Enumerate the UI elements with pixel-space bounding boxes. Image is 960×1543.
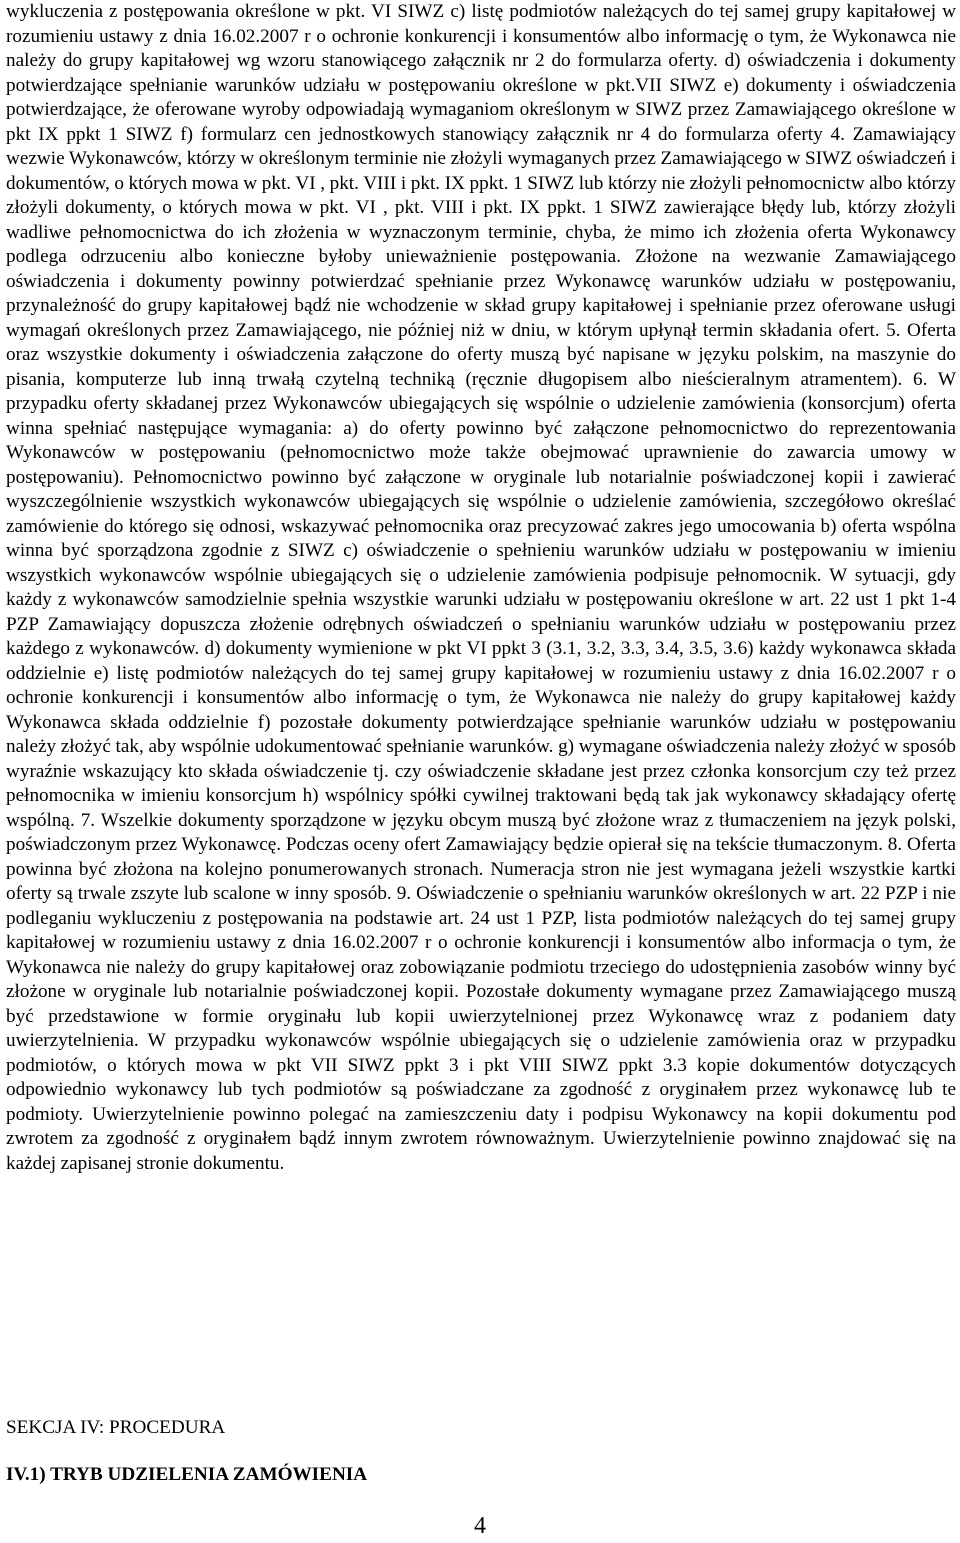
section-heading: SEKCJA IV: PROCEDURA: [6, 1417, 226, 1438]
body-paragraph: wykluczenia z postępowania określone w pkt. VI SIWZ c) listę podmiotów należących do tej samej grupy kapitałowej w rozumieniu ustawy z dnia 16.02.2007 r o ochronie konkurencji i konsumentów albo informację o tym, że Wykonawca nie należy do grupy kapitałowej wg wzoru stanowiącego załącznik nr 2 do formularza oferty. d) oświadczenia i dokumenty potwierdzające spełnianie warunków udziału w postępowaniu określone w pkt.VII SIWZ e) dokumenty i oświadczenia potwierdzające, że oferowane wyroby odpowiadają wymaganiom określonym w SIWZ przez Zamawiającego określone w pkt IX ppkt 1 SIWZ f) formularz cen jednostkowych stanowiący załącznik nr 4 do formularza oferty 4. Zamawiający wezwie Wykonawców, którzy w określonym terminie nie złożyli wymaganych przez Zamawiającego w SIWZ oświadczeń i dokumentów, o których mowa w pkt. VI , pkt. VIII i pkt. IX ppkt. 1 SIWZ lub którzy nie złożyli pełnomocnictw albo którzy złożyli dokumenty, o których mowa w pkt. VI , pkt. VIII i pkt. IX ppkt. 1 SIWZ zawierające błędy lub, którzy złożyli wadliwe pełnomocnictwa do ich złożenia w wyznaczonym terminie, chyba, że mimo ich złożenia oferta Wykonawcy podlega odrzuceniu albo konieczne byłoby unieważnienie postępowania. Złożone na wezwanie Zamawiającego oświadczenia i dokumenty powinny potwierdzać spełnianie przez Wykonawcę warunków udziału w postępowaniu, przynależność do grupy kapitałowej bądź nie wchodzenie w skład grupy kapitałowej i spełnianie przez oferowane usługi wymagań określonych przez Zamawiającego, nie później niż w dniu, w którym upłynął termin składania ofert. 5. Oferta oraz wszystkie dokumenty i oświadczenia załączone do oferty muszą być napisane w języku polskim, na maszynie do pisania, komputerze lub inną trwałą czytelną techniką (ręcznie długopisem albo nieścieralnym atramentem). 6. W przypadku oferty składanej przez Wykonawców ubiegających się wspólnie o udzielenie zamówienia (konsorcjum) oferta winna spełniać następujące wymagania: a) do oferty powinno być załączone pełnomocnictwo do reprezentowania Wykonawców w postępowaniu (pełnomocnictwo może także obejmować uprawnienie do zawarcia umowy w postępowaniu). Pełnomocnictwo powinno być załączone w oryginale lub notarialnie poświadczonej kopii i zawierać wyszczególnienie wszystkich wykonawców ubiegających się wspólnie o udzielenie zamówienia, szczegółowo określać zamówienie do którego się odnosi, wskazywać pełnomocnika oraz precyzować zakres jego umocowania b) oferta wspólna winna być sporządzona zgodnie z SIWZ c) oświadczenie o spełnieniu warunków udziału w postępowaniu w imieniu wszystkich wykonawców wspólnie ubiegających się o udzielenie zamówienia podpisuje pełnomocnik. W sytuacji, gdy każdy z wykonawców samodzielnie spełnia wszystkie warunki udziału w postępowaniu określone w art. 22 ust 1 pkt 1-4 PZP Zamawiający dopuszcza złożenie odrębnych oświadczeń o spełnianiu warunków udziału w postępowaniu przez każdego z wykonawców. d) dokumenty wymienione w pkt VI ppkt 3 (3.1, 3.2, 3.3, 3.4, 3.5, 3.6) każdy wykonawca składa oddzielnie e) listę podmiotów należących do tej samej grupy kapitałowej w rozumieniu ustawy z dnia 16.02.2007 r o ochronie konkurencji i konsumentów albo informację o tym, że Wykonawca nie należy do grupy kapitałowej każdy Wykonawca składa oddzielnie f) pozostałe dokumenty potwierdzające spełnianie warunków udziału w postępowaniu należy złożyć tak, aby wspólnie udokumentować spełnianie warunków. g) wymagane oświadczenia należy złożyć w sposób wyraźnie wskazujący kto składa oświadczenie tj. czy oświadczenie składane jest przez członka konsorcjum czy też przez pełnomocnika w imieniu konsorcjum h) wspólnicy spółki cywilnej traktowani będą tak jak wykonawcy składający ofertę wspólną. 7. Wszelkie dokumenty sporządzone w języku obcym muszą być złożone wraz z tłumaczeniem na język polski, poświadczonym przez Wykonawcę. Podczas oceny ofert Zamawiający będzie opierał się na tekście tłumaczonym. 8. Oferta powinna być złożona na kolejno ponumerowanych stronach. Numeracja stron nie jest wymagana jeżeli wszystkie kartki oferty są trwale zszyte lub scalone w inny sposób. 9. Oświadczenie o spełnianiu warunków określonych w art. 22 PZP i nie podleganiu wykluczeniu z postępowania na podstawie art. 24 ust 1 PZP, lista podmiotów należących do tej samej grupy kapitałowej w rozumieniu ustawy z dnia 16.02.2007 r o ochronie konkurencji i konsumentów albo informacja o tym, że Wykonawca nie należy do grupy kapitałowej oraz zobowiązanie podmiotu trzeciego do udostępnienia zasobów winny być złożone w oryginale lub notarialnie poświadczonej kopii. Pozostałe dokumenty wymagane przez Zamawiającego muszą być przedstawione w formie oryginału lub kopii uwierzytelnionej przez Wykonawcę wraz z podaniem daty uwierzytelnienia. W przypadku wykonawców wspólnie ubiegających się o udzielenie zamówienia oraz w przypadku podmiotów, o których mowa w pkt VII SIWZ ppkt 3 i pkt VIII SIWZ ppkt 3.3 kopie dokumentów dotyczących odpowiednio wykonawcy lub tych podmiotów są poświadczane za zgodność z oryginałem przez wykonawcę lub te podmioty. Uwierzytelnienie powinno polegać na zamieszczeniu daty i podpisu Wykonawcy na kopii dokumentu pod zwrotem za zgodność z oryginałem bądź innym zwrotem równoważnym. Uwierzytelnienie powinno znajdować się na każdej zapisanej stronie dokumentu.: [6, 1, 956, 1174]
document-page: [6, 0, 956, 1176]
page-number: 4: [474, 1513, 486, 1539]
subsection-heading: IV.1) TRYB UDZIELENIA ZAMÓWIENIA: [6, 1464, 368, 1485]
